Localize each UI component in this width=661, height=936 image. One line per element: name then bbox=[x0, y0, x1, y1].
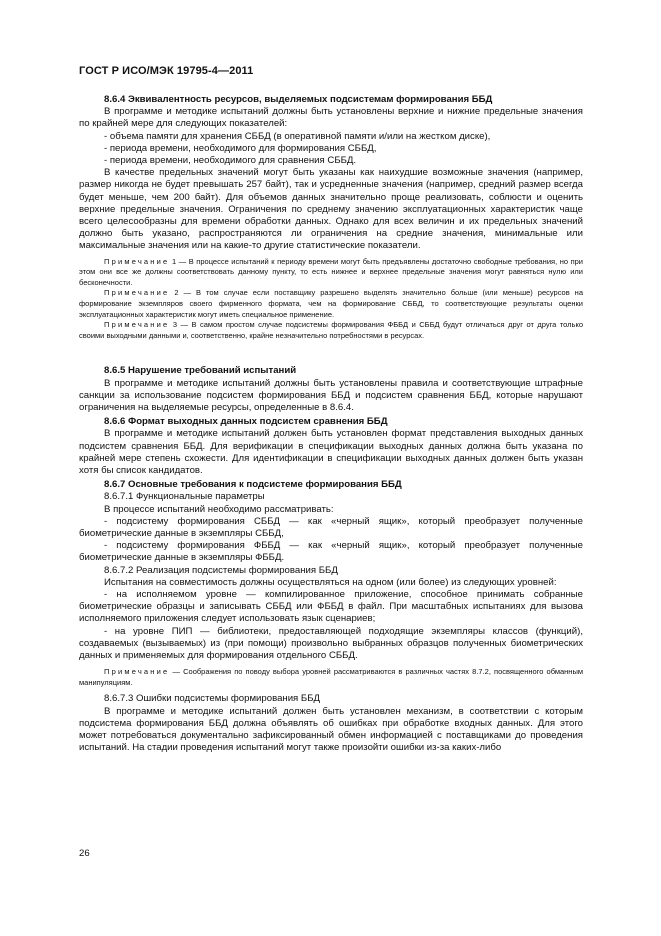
paragraph: В процессе испытаний необходимо рассматривать: bbox=[104, 503, 334, 515]
document-body bbox=[79, 92, 583, 754]
note-4: Примечание — Соображения по поводу выбора уровней рассматриваются в различных частях 8.7.2, посвященного обманным манипуляциям. bbox=[79, 667, 583, 687]
page-header: ГОСТ Р ИСО/МЭК 19795-4—2011 bbox=[79, 65, 254, 77]
paragraph: В качестве предельных значений могут быть указаны как наихудшие возможные значения (например, размер никогда не будет превышать 257 байт), так и усредненные значения (например, средний размер всегда будет меньше, чем 200 байт). Для объемов данных значительно проще реализовать, соблюсти и оценить верхние предельные значения. Ограничения по среднему значению эксплуатационных характеристик чаще всего целесообразны для времени обработки данных. Однако для всех величин и их предельных значений должно быть указано, распространяются ли ограничения на средние значения, минимальные или максимальные значения или на какие-то другие статистические показатели. bbox=[79, 167, 583, 252]
list-item: - подсистему формирования СББД — как «черный ящик», который преобразует полученные биометрические данные в экземпляры СББД, bbox=[79, 515, 583, 540]
note-2: Примечание 2 — В том случае если поставщику разрешено выделять значительно больше (или меньше) ресурсов на формирование экземпляров своего фирменного формата, чем на формирование СББД, то соответствующие результаты оценки эксплуатационных характеристик могут иметь специальное применение. bbox=[79, 288, 583, 319]
subsection-8-6-7-1-title: 8.6.7.1 Функциональные параметры bbox=[104, 491, 265, 503]
list-item: - периода времени, необходимого для сравнения СББД. bbox=[104, 155, 357, 167]
section-8-6-6-title: 8.6.6 Формат выходных данных подсистем сравнения ББД bbox=[104, 416, 388, 428]
list-item: - на исполняемом уровне — компилированное приложение, способное принимать собранные биометрические образцы и записывать СББД или ФББД в файл. При масштабных испытаниях для вызова исполняемого приложения следует использовать язык сценариев; bbox=[79, 589, 583, 625]
list-item: - объема памяти для хранения СББД (в оперативной памяти и/или на жестком диске), bbox=[104, 130, 491, 142]
section-8-6-7-title: 8.6.7 Основные требования к подсистеме формирования ББД bbox=[104, 479, 402, 491]
note-1: Примечание 1 — В процессе испытаний к периоду времени могут быть предъявлены достаточно свободные требования, но при этом они все же должны соответствовать данному пункту, то есть нижнее и верхнее предельные значения могут равняться нулю или бесконечности. bbox=[79, 256, 583, 287]
paragraph: В программе и методике испытаний должен быть установлен формат представления выходных данных подсистем сравнения ББД. Для верификации в спецификации выходных данных должна быть указана по крайней мере степень схожести. Для идентификации в спецификации выходных данных должен быть указан хотя бы список кандидатов. bbox=[79, 428, 583, 477]
page-number: 26 bbox=[79, 848, 90, 859]
paragraph: В программе и методике испытаний должны быть установлены правила и соответствующие штрафные санкции за использование подсистем формирования ББД и подсистем сравнения ББД, которые нарушают ограничения на выделяемые ресурсы, определенные в 8.6.4. bbox=[79, 377, 583, 413]
list-item: - подсистему формирования ФББД — как «черный ящик», который преобразует полученные биометрические данные в экземпляры ФББД. bbox=[79, 540, 583, 564]
paragraph: В программе и методике испытаний должны быть установлены верхние и нижние предельные значения по крайней мере для следующих показателей: bbox=[79, 106, 583, 130]
section-8-6-5-title: 8.6.5 Нарушение требований испытаний bbox=[104, 365, 297, 377]
list-item: - периода времени, необходимого для формирования СББД, bbox=[104, 142, 377, 154]
list-item: - на уровне ПИП — библиотеки, предоставляющей подходящие экземпляры классов (функций), создаваемых (вызываемых) из (при помощи) произвольно выбранных образцов полученных биометрических данных и применяемых для формирования отдельного СББД. bbox=[79, 625, 583, 662]
paragraph: В программе и методике испытаний должен быть установлен механизм, в соответствии с которым подсистема формирования ББД должна объявлять об ошибках при обработке входных данных. Для этого может потребоваться документально зафиксированный обмен информацией с поставщиками до проведения испытаний. На стадии проведения испытаний могут также произойти ошибки из-за каких-либо bbox=[79, 705, 583, 754]
section-8-6-4-title: 8.6.4 Эквивалентность ресурсов, выделяемых подсистемам формирования ББД bbox=[104, 94, 493, 105]
note-3: Примечание 3 — В самом простом случае подсистемы формирования ФББД и СББД будут отличаться друг от друга только своими выходными данными и, соответственно, крайне незначительно потребностями в ресурсах. bbox=[79, 320, 583, 340]
subsection-8-6-7-3-title: 8.6.7.3 Ошибки подсистемы формирования ББД bbox=[104, 693, 321, 705]
paragraph: Испытания на совместимость должны осуществляться на одном (или более) из следующих уровней: bbox=[104, 576, 557, 588]
subsection-8-6-7-2-title: 8.6.7.2 Реализация подсистемы формирования ББД bbox=[104, 564, 338, 576]
